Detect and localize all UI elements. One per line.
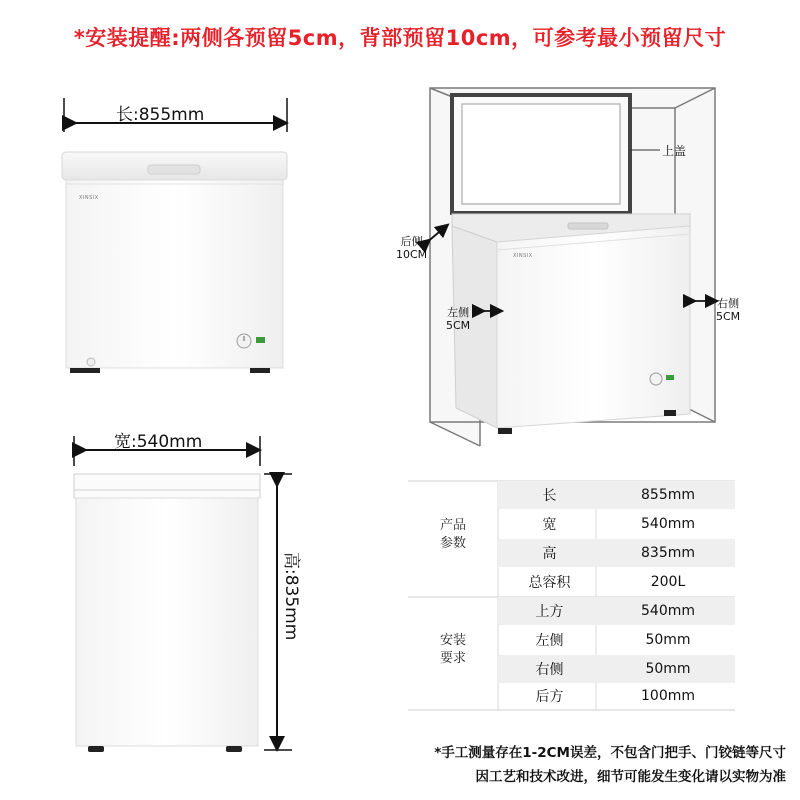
group-install-requirements: 安装 要求	[439, 633, 466, 666]
table-row: 右侧 50mm	[498, 655, 735, 683]
table-row: 后方 100mm	[535, 688, 695, 705]
group-product-params: 产品 参数	[439, 518, 466, 551]
table-row: 长 855mm	[498, 481, 735, 509]
table-row: 左侧 50mm	[535, 632, 691, 649]
install-warning: *安装提醒:两侧各预留5cm，背部预留10cm，可参考最小预留尺寸	[73, 26, 727, 50]
install-view	[426, 88, 715, 446]
length-label: 长:855mm	[116, 105, 205, 125]
right-clearance-label: 右侧 5CM	[716, 297, 741, 323]
table-row: 上方 540mm	[498, 597, 735, 625]
spec-table	[408, 481, 735, 710]
front-brand-logo: XINSIX	[79, 195, 99, 201]
footnote-line-1: *手工测量存在1-2CM误差，不包含门把手、门铰链等尺寸	[434, 745, 786, 761]
table-row: 宽 540mm	[542, 516, 695, 533]
left-clearance-label: 左侧 5CM	[446, 306, 471, 332]
height-label: 高:835mm	[281, 552, 301, 641]
back-clearance-label: 后侧 10CM	[396, 235, 428, 261]
front-view-freezer	[62, 98, 287, 373]
table-row: 高 835mm	[498, 539, 735, 567]
footnote-line-2: 因工艺和技术改进，细节可能发生变化请以实物为准	[475, 769, 786, 785]
install-brand-logo: XINSIX	[513, 253, 533, 259]
side-view-freezer	[74, 436, 292, 752]
table-row: 总容积 200L	[528, 574, 686, 591]
lid-label: 上盖	[662, 144, 687, 158]
width-label: 宽:540mm	[114, 432, 203, 452]
